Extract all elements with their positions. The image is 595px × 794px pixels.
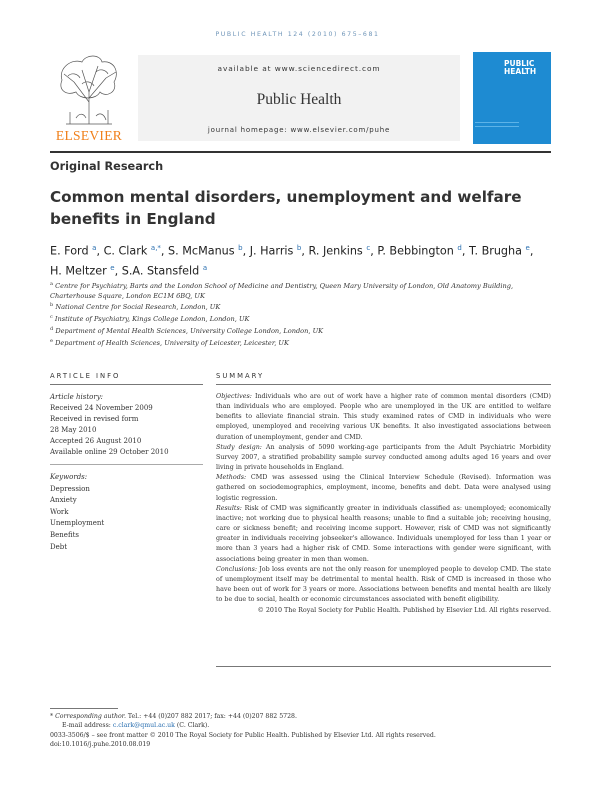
keyword: Work xyxy=(50,507,69,516)
affiliation: $^c$ Institute of Psychiatry, Kings College London, London, UK xyxy=(50,314,250,324)
email-note: E-mail address: c.clark@qmul.ac.uk (C. Clark). xyxy=(62,722,210,730)
author: T. Brugha xyxy=(468,244,522,258)
author: J. Harris xyxy=(249,244,294,258)
author: H. Meltzer xyxy=(50,264,107,278)
article-history xyxy=(50,392,203,459)
revised-date: 28 May 2010 xyxy=(50,426,97,435)
header-divider xyxy=(50,151,551,153)
journal-cover-thumbnail xyxy=(473,52,551,144)
abstract-design: Study design: An analysis of 5090 working-age participants from the Adult Psychiatric Morbidity Survey 2007, a stratified probability sample survey conducted among adults aged 16 years and over living in private households in England. xyxy=(216,443,551,472)
abstract-conclusions: Conclusions: Job loss events are not the only reason for unemployed people to develop CMD. The state of unemployment itself may be detrimental to mental health. Risk of CMD is increased in those who have been out of work for 3 years or more. Associations between benefits and mental health are likely to be due to social, health or economic circumstances associated with benefit eligibility. xyxy=(216,565,551,604)
history-label: Article history: xyxy=(50,393,104,401)
keywords xyxy=(50,472,203,553)
author: R. Jenkins xyxy=(308,244,363,258)
article-info-divider xyxy=(50,384,203,385)
abstract xyxy=(216,392,551,616)
received-date: Received 24 November 2009 xyxy=(50,404,153,413)
author: S.A. Stansfeld xyxy=(121,264,200,278)
issn-line: 0033-3506/$ – see front matter © 2010 The Royal Society for Public Health. Published by Elsevier Ltd. All rights reserved. xyxy=(50,731,436,739)
online-date: Available online 29 October 2010 xyxy=(50,448,169,457)
elsevier-tree-icon xyxy=(56,52,122,126)
footnotes xyxy=(50,712,550,750)
article-type: Original Research xyxy=(50,160,164,173)
summary-heading: SUMMARY xyxy=(216,372,265,380)
keyword: Anxiety xyxy=(50,496,77,505)
journal-homepage: journal homepage: www.elsevier.com/puhe xyxy=(207,126,391,134)
article-title: Common mental disorders, unemployment and welfare benefits in England xyxy=(50,188,522,228)
cover-stripe xyxy=(475,122,519,123)
elsevier-logo xyxy=(50,52,128,144)
keywords-divider xyxy=(50,464,203,465)
revised-label: Received in revised form xyxy=(50,415,139,424)
keyword: Unemployment xyxy=(50,519,105,528)
cover-stripe xyxy=(475,126,519,127)
author: E. Ford xyxy=(50,244,89,258)
keyword: Benefits xyxy=(50,530,80,539)
keyword: Depression xyxy=(50,484,90,493)
abstract-results: Results: Risk of CMD was significantly greater in individuals classified as: unemployed; economically inactive; not working due to physical health reasons; unable to find a suitable job; receiving housing, care or sickness benefit; and receiving income support. However, risk of CMD was not significantly greater in individuals receiving jobseeker's allowance. Individuals unemployed for less than 1 year or more than 3 years had a higher risk of CMD. Some interactions with gender were significant, with associations being greater in men than women. xyxy=(216,504,551,563)
doi-link[interactable]: doi:10.1016/j.puhe.2010.08.019 xyxy=(50,741,151,749)
cover-title: PUBLIC HEALTH xyxy=(504,59,537,76)
journal-title: Public Health xyxy=(256,91,342,108)
affiliation: $^b$ National Centre for Social Research, London, UK xyxy=(50,302,221,312)
running-head: PUBLIC HEALTH 124 (2010) 675–681 xyxy=(215,31,380,38)
article-info-heading: ARTICLE INFO xyxy=(50,372,121,380)
accepted-date: Accepted 26 August 2010 xyxy=(50,437,142,446)
author: P. Bebbington xyxy=(377,244,454,258)
affiliations xyxy=(50,280,550,349)
summary-divider xyxy=(216,384,551,385)
publisher-name: ELSEVIER xyxy=(55,128,123,143)
affiliation: $^e$ Department of Health Sciences, University of Leicester, Leicester, UK xyxy=(50,337,289,347)
affiliation: $^d$ Department of Mental Health Sciences, University College London, London, UK xyxy=(50,325,324,336)
availability-line: available at www.sciencedirect.com xyxy=(217,64,381,73)
keywords-label: Keywords: xyxy=(50,473,88,481)
author: S. McManus xyxy=(168,244,235,258)
corresponding-author-note: * Corresponding author. Tel.: +44 (0)207 882 2017; fax: +44 (0)207 882 5728. xyxy=(50,713,297,720)
abstract-copyright: © 2010 The Royal Society for Public Health. Published by Elsevier Ltd. All rights reserved. xyxy=(257,607,551,615)
keyword: Debt xyxy=(50,542,68,551)
abstract-methods: Methods: CMD was assessed using the Clinical Interview Schedule (Revised). Information was gathered on sociodemographics, employment, income, benefits and debt. Data were analysed using logistic regression. xyxy=(216,474,551,502)
footnote-divider xyxy=(50,708,118,709)
abstract-objectives: Objectives: Individuals who are out of work have a higher rate of common mental disorders (CMD) than individuals who are employed. People who are unemployed in the UK are entitled to welfare benefits to alleviate financial strain. This study examined rates of CMD in individuals who were employed, unemployed and receiving various UK benefits. It also investigated associations between duration of unemployment, gender and CMD. xyxy=(216,393,551,441)
email-link[interactable]: c.clark@qmul.ac.uk xyxy=(112,722,175,730)
affiliation: $^a$ Centre for Psychiatry, Barts and the London School of Medicine and Dentistry, Queen Mary University of London, Old Anatomy Building, Charterhouse Square, London EC1M 6BQ, UK xyxy=(50,281,514,300)
journal-header-box xyxy=(138,55,460,141)
abstract-bottom-divider xyxy=(216,666,551,667)
author: C. Clark xyxy=(103,244,148,258)
author-list: E. Ford $^a$, C. Clark $^{a,*}$, S. McManus $^b$, J. Harris $^b$, R. Jenkins $^c$, P. Bebbington $^d$, T. Brugha $^e$, H. Meltzer $^e$, S.A. Stansfeld $^a$ xyxy=(50,244,534,278)
